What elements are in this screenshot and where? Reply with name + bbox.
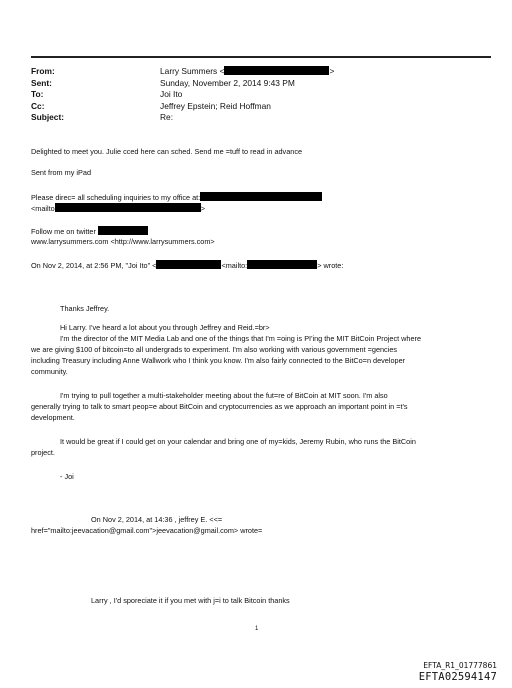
quoted-para1-line3: including Treasury including Anne Wallwork who I think you know. I'm also fairly connected to the BitCo=n developer — [31, 356, 406, 365]
quoted-para1-line4: community. — [31, 367, 68, 376]
quoted-para1-line1: I'm the director of the MIT Media Lab and one of the things that I'm =oing is PI'ing the MIT BitCoin Project where — [60, 334, 422, 343]
quoted-on-nov-2-jeffrey: On Nov 2, 2014, at 14:36 , jeffrey E. <<= — [91, 515, 223, 524]
redaction-block — [156, 260, 221, 269]
sent-row — [31, 78, 491, 90]
to-value: Joi Ito — [160, 89, 183, 99]
quoted-para1-line2: we are giving $100 of bitcoin=to all undergrads to experiment. I'm also working with various government =gencies — [31, 345, 398, 354]
quoted-jeffrey-message: Larry , I'd sporeciate it if you met with j=i to talk Bitcoin thanks — [91, 596, 290, 605]
body-line-mailto: <mailto > — [31, 204, 205, 213]
redaction-block — [224, 66, 329, 75]
to-label: To: — [31, 89, 44, 99]
quoted-href-line: href="mailto:jeevacation@gmail.com">jeevacation@gmail.com> wrote= — [31, 526, 263, 535]
quoted-para2-line3: development. — [31, 413, 75, 422]
to-row — [31, 89, 491, 101]
from-label: From: — [31, 66, 55, 76]
redaction-block — [55, 203, 201, 212]
page-number: 1 — [255, 626, 259, 632]
redaction-block — [98, 226, 148, 235]
body-line-website: www.larrysummers.com <http://www.larrysummers.com> — [31, 237, 215, 246]
quoted-signature: - Joi — [60, 472, 74, 481]
sent-label: Sent: — [31, 77, 52, 88]
quoted-para3-line1: It would be great if I could get on your calendar and bring one of my=kids, Jeremy Rubin, who runs the BitCoin — [60, 437, 416, 446]
redaction-block — [200, 192, 322, 201]
efta-reference-small: EFTA_R1_01777861 — [423, 661, 497, 670]
subject-label: Subject: — [31, 112, 65, 122]
quoted-thanks: Thanks Jeffrey. — [60, 304, 110, 313]
body-line-twitter: Follow me on twitter — [31, 226, 148, 238]
quoted-para3-line2: project. — [31, 448, 55, 457]
redaction-block — [247, 260, 317, 269]
body-line-scheduling: Please direc= all scheduling inquiries to my office at: — [31, 192, 322, 204]
quoted-para2-line2: generally trying to talk to smart peop=e about BitCoin and cryptocurrencies as we approach an important point in =t's — [31, 402, 408, 411]
email-header — [31, 66, 491, 124]
subject-row — [31, 112, 491, 124]
header-divider — [31, 56, 491, 58]
cc-label: Cc: — [31, 100, 45, 111]
quoted-greeting: Hi Larry. I've heard a lot about you through Jeffrey and Reid.=br> — [60, 323, 270, 332]
sent-value: Sunday, November 2, 2014 9:43 PM — [160, 77, 295, 88]
quoted-para2-line1: I'm trying to pull together a multi-stakeholder meeting about the fut=re of BitCoin at MIT soon. I'm also — [60, 391, 388, 400]
from-value: Larry Summers < > — [160, 66, 335, 76]
from-row — [31, 66, 491, 78]
body-line-on-nov-2: On Nov 2, 2014, at 2:56 PM, "Joi Ito" < <mailto: > wrote: — [31, 261, 344, 270]
subject-value: Re: — [160, 112, 174, 122]
body-line-sent-from: Sent from my iPad — [31, 168, 92, 177]
body-line-delighted: Delighted to meet you. Julie cced here can sched. Send me =tuff to read in advance — [31, 147, 303, 156]
efta-reference-large: EFTA02594147 — [418, 671, 497, 683]
cc-row — [31, 101, 491, 113]
cc-value: Jeffrey Epstein; Reid Hoffman — [160, 100, 271, 111]
